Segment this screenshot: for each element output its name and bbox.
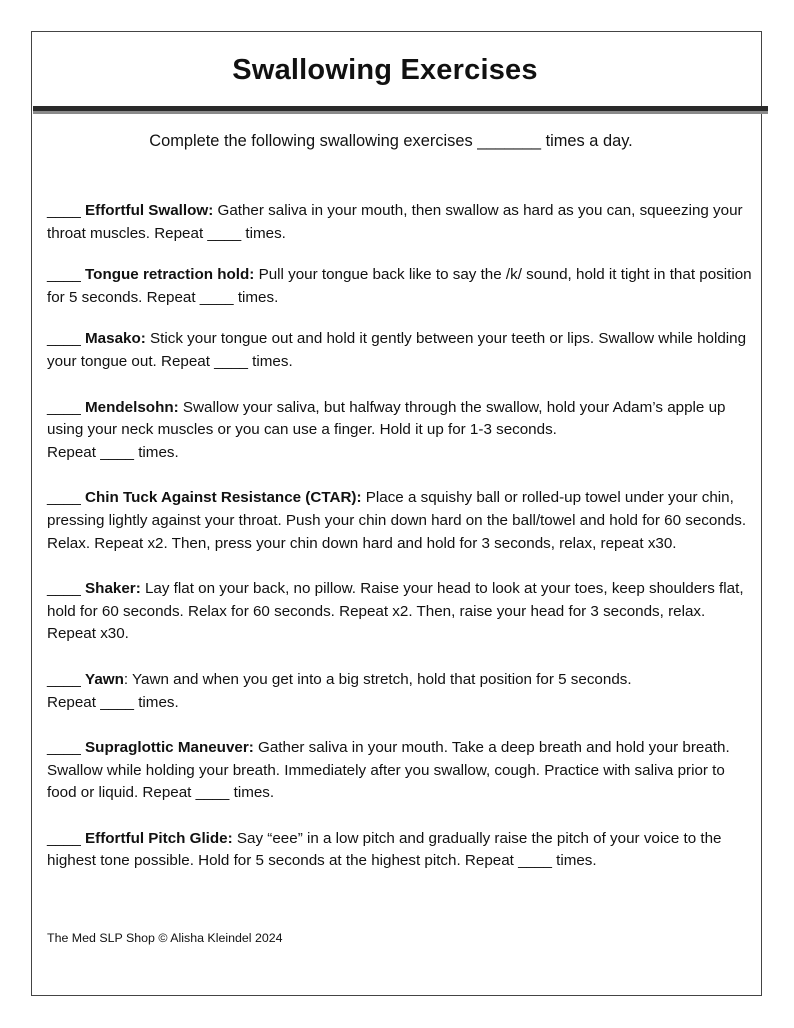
exercise-item	[47, 328, 752, 373]
exercise-name: Tongue retraction hold:	[85, 266, 255, 284]
copyright-footer: The Med SLP Shop © Alisha Kleindel 2024	[47, 931, 283, 945]
exercise-blank: ____	[47, 330, 81, 348]
intro-text: Complete the following swallowing exercises _______ times a day.	[149, 132, 633, 150]
exercise-item	[47, 737, 752, 805]
exercise-description: Stick your tongue out and hold it gently between your teeth or lips. Swallow while holding your tongue out. Repeat ____ times.	[47, 330, 747, 370]
exercise-description: Gather saliva in your mouth. Take a deep breath and hold your breath. Swallow while holding your breath. Immediately after you swallow, cough. Practice with saliva prior to food or liquid. Repeat ____ times.	[47, 739, 730, 802]
exercise-item	[47, 828, 752, 873]
exercise-name: Supraglottic Maneuver:	[85, 739, 254, 757]
exercise-name: Effortful Pitch Glide:	[85, 829, 233, 847]
page-title: Swallowing Exercises	[232, 54, 538, 86]
exercise-blank: ____	[47, 670, 81, 688]
exercise-blank: ____	[47, 398, 81, 416]
exercise-repeat-line: Repeat ____ times.	[47, 693, 179, 711]
exercise-description: Place a squishy ball or rolled-up towel under your chin, pressing lightly against your throat. Push your chin down hard on the ball/towel and hold for 60 seconds. Relax. Repeat x2. Then, press your chin down hard and hold for 3 seconds, relax, repeat x30.	[47, 489, 747, 552]
exercise-name: Mendelsohn:	[85, 398, 179, 416]
exercise-blank: ____	[47, 202, 81, 219]
exercise-item	[47, 669, 752, 714]
exercise-item	[47, 578, 752, 646]
exercise-blank: ____	[47, 829, 81, 847]
exercise-item	[47, 264, 752, 309]
exercise-item	[47, 200, 752, 245]
exercise-blank: ____	[47, 739, 81, 757]
exercise-name: Yawn	[85, 670, 124, 688]
exercise-item	[47, 397, 752, 465]
exercise-description: Gather saliva in your mouth, then swallow as hard as you can, squeezing your throat muscles. Repeat ____ times.	[47, 202, 743, 242]
exercise-name: Effortful Swallow:	[85, 202, 214, 219]
exercise-blank: ____	[47, 489, 81, 507]
exercise-repeat-line: Repeat ____ times.	[47, 443, 179, 461]
exercise-blank: ____	[47, 266, 81, 284]
exercise-name: Chin Tuck Against Resistance (CTAR):	[85, 489, 362, 507]
exercise-description: Lay flat on your back, no pillow. Raise your head to look at your toes, keep shoulders flat, hold for 60 seconds. Relax for 60 seconds. Repeat x2. Then, raise your head for 3 seconds, relax. Repeat x30.	[47, 580, 744, 643]
exercise-description: : Yawn and when you get into a big stretch, hold that position for 5 seconds.	[123, 670, 632, 688]
exercise-name: Masako:	[85, 330, 146, 348]
exercise-list	[47, 200, 752, 873]
title-divider-shadow	[33, 111, 768, 114]
exercise-name: Shaker:	[85, 580, 141, 598]
exercise-description: Say “eee” in a low pitch and gradually raise the pitch of your voice to the highest tone possible. Hold for 5 seconds at the highest pitch. Repeat ____ times.	[47, 829, 722, 870]
exercise-description: Pull your tongue back like to say the /k/ sound, hold it tight in that position for 5 seconds. Repeat ____ times.	[47, 266, 752, 306]
exercise-item	[47, 487, 752, 555]
exercise-blank: ____	[47, 580, 81, 598]
exercise-description: Swallow your saliva, but halfway through the swallow, hold your Adam’s apple up using your neck muscles or you can use a finger. Hold it up for 1-3 seconds.	[47, 398, 726, 439]
